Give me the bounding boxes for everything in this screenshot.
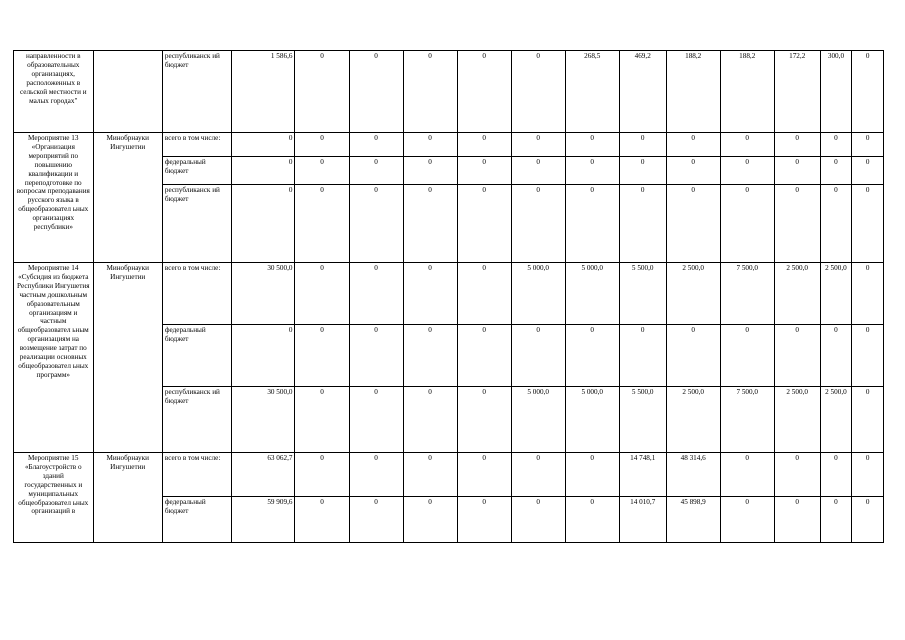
value-cell: 0 <box>403 497 457 543</box>
table-row <box>14 263 884 325</box>
value-cell: 0 <box>774 185 820 263</box>
value-cell: 14 748,1 <box>619 453 666 497</box>
budget-table <box>13 50 884 543</box>
funding-source-cell: федеральный бюджет <box>162 157 231 185</box>
value-cell: 0 <box>511 157 565 185</box>
value-cell: 0 <box>720 325 774 387</box>
value-cell: 0 <box>820 185 852 263</box>
executor-cell <box>93 51 162 133</box>
value-cell: 0 <box>295 387 349 453</box>
value-cell: 0 <box>349 51 403 133</box>
value-cell: 0 <box>295 51 349 133</box>
value-cell: 5 000,0 <box>565 387 619 453</box>
measure-name-cell: направленности в образовательных организациях, расположенных в сельской местности и малых городах" <box>14 51 94 133</box>
value-cell: 0 <box>295 157 349 185</box>
value-cell: 30 500,0 <box>232 387 295 453</box>
value-cell: 469,2 <box>619 51 666 133</box>
value-cell: 0 <box>619 185 666 263</box>
executor-cell: Минобрнауки Ингушетии <box>93 133 162 263</box>
value-cell: 2 500,0 <box>666 387 720 453</box>
funding-source-cell: всего в том числе: <box>162 263 231 325</box>
value-cell: 0 <box>565 185 619 263</box>
value-cell: 0 <box>720 133 774 157</box>
measure-name-cell: Мероприятие 14 «Субсидия из бюджета Республики Ингушетия частным дошкольным образовательным организациям и частным общеобразовател ьным организациям на возмещение затрат по реализации основных общеобразовател ьных программ» <box>14 263 94 453</box>
value-cell: 268,5 <box>565 51 619 133</box>
value-cell: 2 500,0 <box>820 387 852 453</box>
value-cell: 7 500,0 <box>720 263 774 325</box>
value-cell: 0 <box>349 497 403 543</box>
value-cell: 0 <box>403 133 457 157</box>
value-cell: 0 <box>565 325 619 387</box>
value-cell: 2 500,0 <box>774 387 820 453</box>
value-cell: 0 <box>666 185 720 263</box>
value-cell: 0 <box>349 133 403 157</box>
value-cell: 30 500,0 <box>232 263 295 325</box>
value-cell: 5 000,0 <box>511 263 565 325</box>
value-cell: 0 <box>457 497 511 543</box>
value-cell: 14 010,7 <box>619 497 666 543</box>
value-cell: 0 <box>565 453 619 497</box>
value-cell: 0 <box>403 157 457 185</box>
value-cell: 0 <box>295 497 349 543</box>
value-cell: 0 <box>295 133 349 157</box>
value-cell: 0 <box>820 157 852 185</box>
value-cell: 0 <box>457 51 511 133</box>
value-cell: 188,2 <box>720 51 774 133</box>
value-cell: 0 <box>852 51 884 133</box>
value-cell: 188,2 <box>666 51 720 133</box>
value-cell: 0 <box>619 325 666 387</box>
funding-source-cell: федеральный бюджет <box>162 325 231 387</box>
value-cell: 0 <box>774 325 820 387</box>
value-cell: 5 500,0 <box>619 263 666 325</box>
value-cell: 5 000,0 <box>565 263 619 325</box>
value-cell: 0 <box>619 133 666 157</box>
table-row <box>14 51 884 133</box>
value-cell: 0 <box>403 263 457 325</box>
value-cell: 300,0 <box>820 51 852 133</box>
executor-cell: Минобрнауки Ингушетии <box>93 453 162 543</box>
value-cell: 0 <box>349 325 403 387</box>
value-cell: 0 <box>295 263 349 325</box>
value-cell: 0 <box>852 263 884 325</box>
value-cell: 0 <box>774 157 820 185</box>
value-cell: 59 909,6 <box>232 497 295 543</box>
value-cell: 0 <box>852 133 884 157</box>
value-cell: 0 <box>852 497 884 543</box>
value-cell: 2 500,0 <box>820 263 852 325</box>
value-cell: 0 <box>403 387 457 453</box>
value-cell: 0 <box>852 453 884 497</box>
value-cell: 0 <box>511 325 565 387</box>
value-cell: 0 <box>457 133 511 157</box>
value-cell: 0 <box>295 325 349 387</box>
value-cell: 0 <box>403 325 457 387</box>
value-cell: 0 <box>457 325 511 387</box>
value-cell: 172,2 <box>774 51 820 133</box>
value-cell: 0 <box>820 453 852 497</box>
executor-cell: Минобрнауки Ингушетии <box>93 263 162 453</box>
value-cell: 0 <box>852 325 884 387</box>
measure-name-cell: Мероприятие 13 «Организация мероприятий по повышению квалификации и переподготовке по вопросам преподавания русского языка в общеобразовател ьных организациях республики» <box>14 133 94 263</box>
measure-name-cell: Мероприятие 15 «Благоустройств о зданий государственных и муниципальных общеобразовател ьных организаций в <box>14 453 94 543</box>
value-cell: 0 <box>295 453 349 497</box>
value-cell: 0 <box>349 185 403 263</box>
funding-source-cell: республиканск ий бюджет <box>162 387 231 453</box>
value-cell: 0 <box>457 387 511 453</box>
value-cell: 5 000,0 <box>511 387 565 453</box>
value-cell: 0 <box>820 497 852 543</box>
value-cell: 0 <box>232 133 295 157</box>
value-cell: 0 <box>565 157 619 185</box>
value-cell: 0 <box>565 497 619 543</box>
value-cell: 0 <box>457 185 511 263</box>
value-cell: 1 586,6 <box>232 51 295 133</box>
table-row <box>14 453 884 497</box>
value-cell: 0 <box>349 453 403 497</box>
value-cell: 0 <box>349 263 403 325</box>
value-cell: 2 500,0 <box>774 263 820 325</box>
value-cell: 0 <box>457 453 511 497</box>
value-cell: 5 500,0 <box>619 387 666 453</box>
value-cell: 0 <box>852 387 884 453</box>
value-cell: 0 <box>232 157 295 185</box>
value-cell: 0 <box>720 157 774 185</box>
value-cell: 45 898,9 <box>666 497 720 543</box>
value-cell: 0 <box>403 453 457 497</box>
value-cell: 0 <box>720 453 774 497</box>
table-row <box>14 133 884 157</box>
value-cell: 0 <box>457 263 511 325</box>
value-cell: 0 <box>349 157 403 185</box>
value-cell: 0 <box>720 497 774 543</box>
value-cell: 2 500,0 <box>666 263 720 325</box>
value-cell: 0 <box>820 133 852 157</box>
value-cell: 0 <box>619 157 666 185</box>
value-cell: 0 <box>349 387 403 453</box>
funding-source-cell: федеральный бюджет <box>162 497 231 543</box>
value-cell: 0 <box>403 185 457 263</box>
funding-source-cell: республиканск ий бюджет <box>162 185 231 263</box>
value-cell: 0 <box>852 185 884 263</box>
value-cell: 7 500,0 <box>720 387 774 453</box>
funding-source-cell: республиканск ий бюджет <box>162 51 231 133</box>
value-cell: 0 <box>457 157 511 185</box>
value-cell: 0 <box>565 133 619 157</box>
funding-source-cell: всего в том числе: <box>162 453 231 497</box>
value-cell: 63 062,7 <box>232 453 295 497</box>
value-cell: 0 <box>511 185 565 263</box>
value-cell: 0 <box>511 497 565 543</box>
value-cell: 0 <box>295 185 349 263</box>
value-cell: 0 <box>774 497 820 543</box>
value-cell: 0 <box>511 453 565 497</box>
funding-source-cell: всего в том числе: <box>162 133 231 157</box>
value-cell: 0 <box>511 51 565 133</box>
value-cell: 0 <box>666 325 720 387</box>
value-cell: 0 <box>666 157 720 185</box>
value-cell: 0 <box>511 133 565 157</box>
value-cell: 0 <box>666 133 720 157</box>
value-cell: 0 <box>232 185 295 263</box>
value-cell: 0 <box>852 157 884 185</box>
value-cell: 0 <box>403 51 457 133</box>
value-cell: 0 <box>232 325 295 387</box>
value-cell: 0 <box>820 325 852 387</box>
value-cell: 48 314,6 <box>666 453 720 497</box>
value-cell: 0 <box>774 133 820 157</box>
value-cell: 0 <box>720 185 774 263</box>
value-cell: 0 <box>774 453 820 497</box>
